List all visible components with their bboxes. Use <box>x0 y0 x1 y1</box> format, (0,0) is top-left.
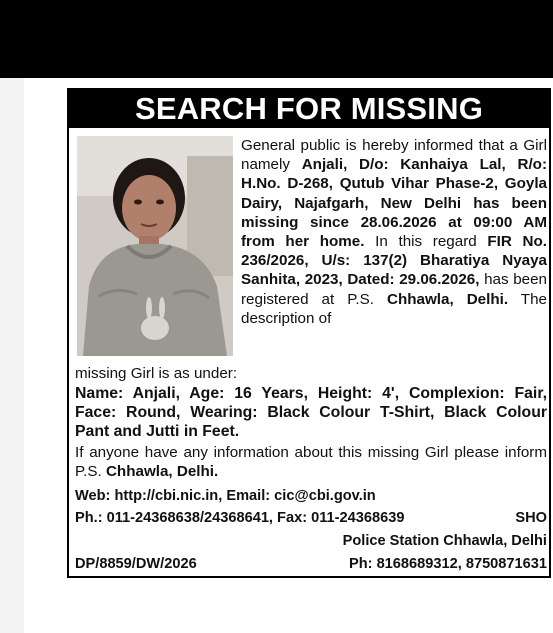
notice-intro-text <box>241 136 547 328</box>
missing-person-notice <box>67 88 551 578</box>
web-email-line: Web: http://cbi.nic.in, Email: cic@cbi.gov.in <box>75 488 376 504</box>
photo-illustration <box>77 136 233 356</box>
top-black-bar <box>0 0 553 78</box>
intro-bold-2: FIR No. 236/2026, U/s: 137(2) Bharatiya Nyaya Sanhita, 2023, Dated: 29.06.2026, <box>241 233 547 289</box>
appeal-police-station: Chhawla, Delhi. <box>105 463 219 481</box>
reference-number: DP/8859/DW/2026 <box>75 556 197 572</box>
intro-text-2: In this regard <box>364 233 488 251</box>
public-appeal <box>75 443 547 481</box>
missing-girl-photo <box>77 136 233 356</box>
intro-continuation: missing Girl is as under: <box>75 365 238 382</box>
missing-person-description: Name: Anjali, Age: 16 Years, Height: 4', Complexion: Fair, Face: Round, Wearing: Black Colour T-Shirt, Black Colour Pant and Jutti in Feet. <box>75 385 547 441</box>
intro-text-4: The description of <box>241 290 547 327</box>
station-phone-line: Ph: 8168689312, 8750871631 <box>349 556 547 572</box>
intro-text-3: has been registered at P.S. <box>241 271 547 308</box>
police-station-line: Police Station Chhawla, Delhi <box>342 533 547 549</box>
intro-text-1: General public is hereby informed that a Girl namely <box>241 137 547 174</box>
sho-label: SHO <box>515 510 547 526</box>
appeal-text: If anyone have any information about this missing Girl please inform P.S. <box>75 444 547 481</box>
phone-fax-line: Ph.: 011-24368638/24368641, Fax: 011-24368639 <box>75 510 405 526</box>
footer-row <box>75 556 547 572</box>
notice-heading: SEARCH FOR MISSING <box>69 90 549 128</box>
intro-bold-1: Anjali, D/o: Kanhaiya Lal, R/o: H.No. D-268, Qutub Vihar Phase-2, Goyla Dairy, Najafgarh, New Delhi has been missing since 28.06.2026 at 09:00 AM from her home. <box>241 156 548 251</box>
intro-bold-3: Chhawla, Delhi. <box>387 290 509 308</box>
phone-fax-row <box>75 510 547 526</box>
